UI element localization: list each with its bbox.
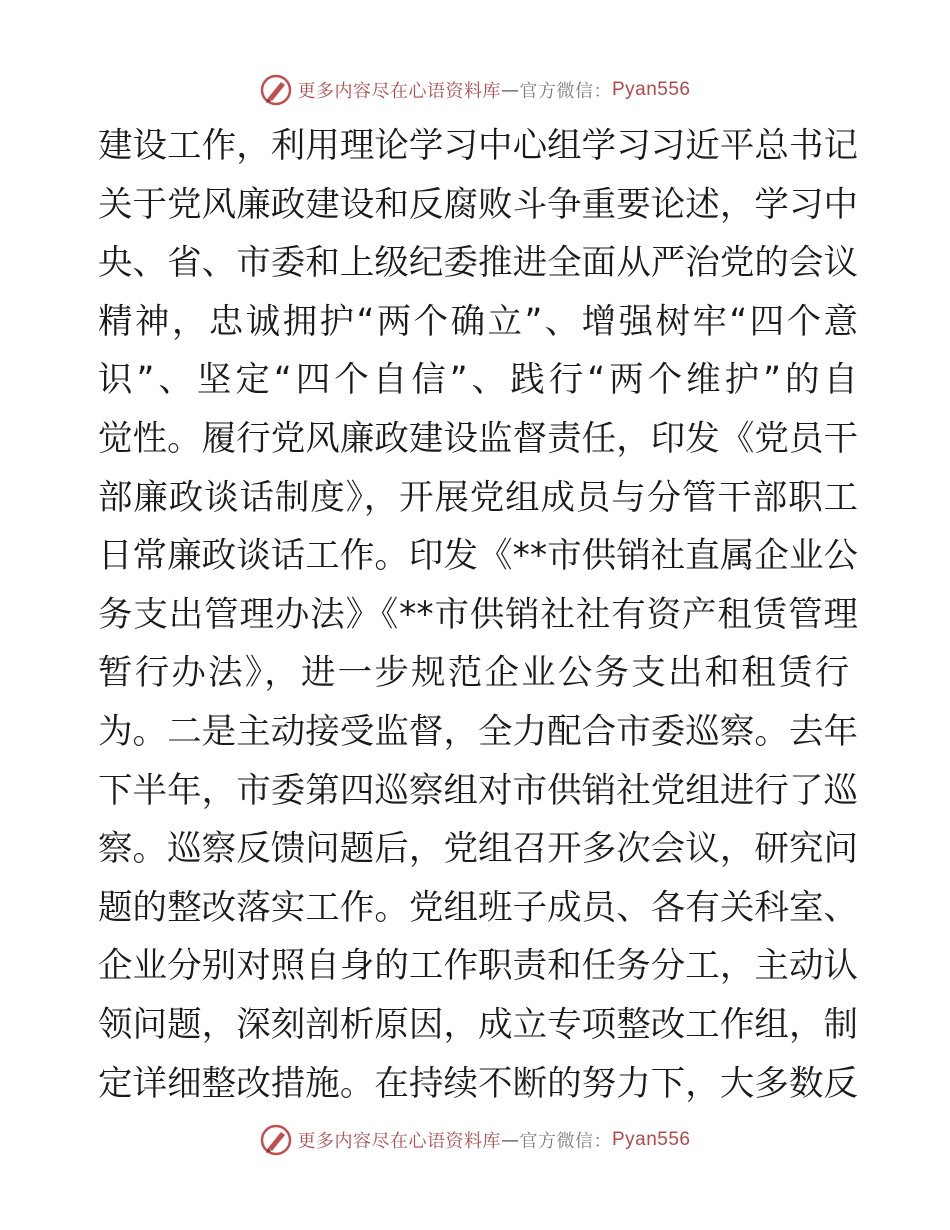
body-line: 题的整改落实工作。党组班子成员、各有关科室、 [98, 887, 858, 928]
footer-wechat-label: 官方微信： [519, 1131, 612, 1152]
body-line: 识”、坚定“四个自信”、践行“两个维护”的自 [98, 360, 858, 401]
pen-logo-icon [259, 1123, 293, 1157]
body-line: 企业分别对照自身的工作职责和任务分工，主动认 [98, 946, 858, 987]
body-paragraph [98, 117, 858, 1113]
footer-brand-text: 更多内容尽在心语资料库 [297, 1131, 501, 1152]
body-line: 暂行办法》，进一步规范企业公务支出和租赁行 [98, 653, 852, 694]
body-line: 领问题，深刻剖析原因，成立专项整改工作组，制 [98, 1004, 858, 1045]
body-line: 察。巡察反馈问题后，党组召开多次会议，研究问 [98, 829, 858, 870]
body-line: 央、省、市委和上级纪委推进全面从严治党的会议 [98, 243, 858, 284]
body-line: 务支出管理办法》《**市供销社社有资产租赁管理 [98, 594, 858, 635]
body-line: 关于党风廉政建设和反腐败斗争重要论述，学习中 [98, 184, 858, 225]
body-line: 定详细整改措施。在持续不断的努力下，大多数反 [98, 1063, 858, 1104]
body-line: 下半年，市委第四巡察组对市供销社党组进行了巡 [98, 770, 858, 811]
body-line: 建设工作，利用理论学习中心组学习习近平总书记 [98, 126, 858, 166]
body-line: 觉性。履行党风廉政建设监督责任，印发《党员干 [98, 418, 858, 459]
pen-logo-icon [259, 73, 293, 107]
footer-watermark-banner [0, 1120, 950, 1160]
body-line: 部廉政谈话制度》，开展党组成员与分管干部职工 [98, 477, 858, 518]
footer-wechat-id: Pyan556 [611, 1129, 691, 1150]
body-line: 精神，忠诚拥护“两个确立”、增强树牢“四个意 [98, 301, 858, 342]
body-line: 日常廉政谈话工作。印发《**市供销社直属企业公 [98, 536, 858, 577]
body-line: 为。二是主动接受监督，全力配合市委巡察。去年 [98, 711, 858, 752]
header-wechat-id: Pyan556 [611, 79, 691, 100]
header-watermark-banner [0, 70, 950, 110]
footer-separator: — [500, 1129, 520, 1151]
header-wechat-label: 官方微信： [519, 81, 612, 102]
header-separator: — [500, 79, 520, 101]
header-brand-text: 更多内容尽在心语资料库 [297, 81, 501, 102]
